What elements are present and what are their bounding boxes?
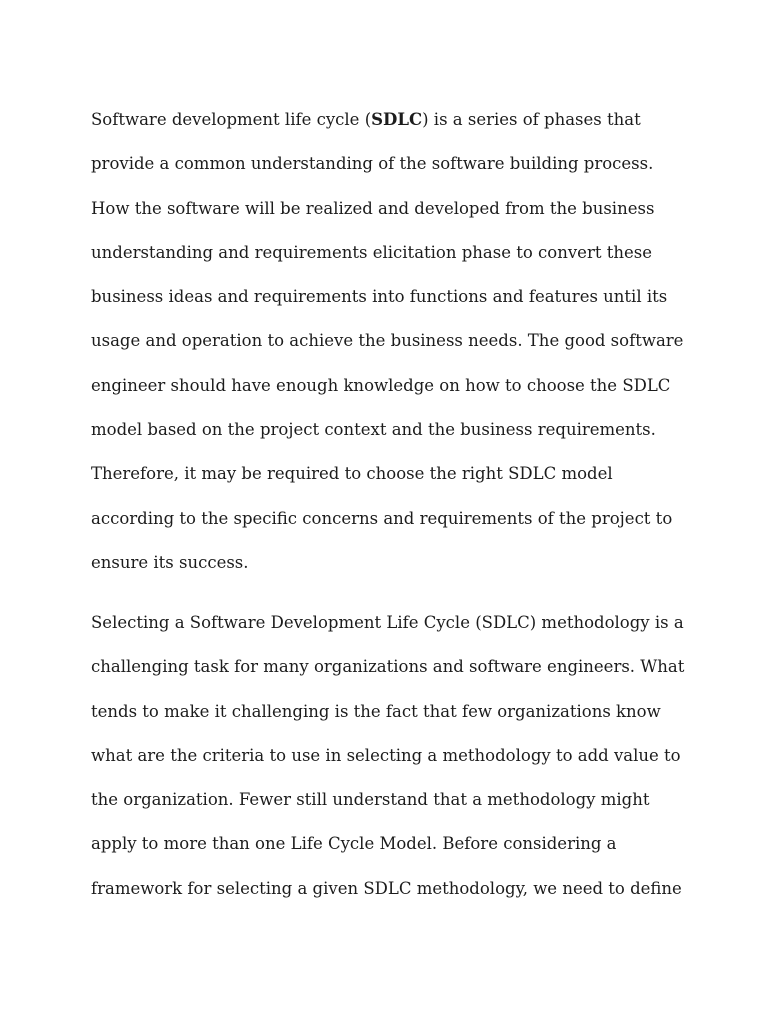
paragraph-line: challenging task for many organizations and software engineers. What xyxy=(91,657,685,677)
paragraph-sdlc-definition xyxy=(91,98,691,585)
paragraph-line: tends to make it challenging is the fact that few organizations know xyxy=(91,701,661,721)
paragraph-line: Selecting a Software Development Life Cycle (SDLC) methodology is a xyxy=(91,613,684,632)
bold-term-sdlc: SDLC xyxy=(371,110,423,129)
paragraph-line: framework for selecting a given SDLC methodology, we need to define xyxy=(91,878,682,898)
paragraph-sdlc-selection xyxy=(91,601,691,911)
text-segment: ) is a series of phases that xyxy=(422,110,641,129)
paragraph-line: according to the specific concerns and requirements of the project to xyxy=(91,508,673,528)
paragraph-line: Therefore, it may be required to choose the right SDLC model xyxy=(91,464,613,484)
paragraph-line: engineer should have enough knowledge on how to choose the SDLC xyxy=(91,375,671,395)
paragraph-line: model based on the project context and the business requirements. xyxy=(91,420,656,440)
paragraph-line: ensure its success. xyxy=(91,552,249,572)
paragraph-line: How the software will be realized and developed from the business xyxy=(91,198,655,218)
paragraph-line xyxy=(91,98,691,142)
paragraph-line: the organization. Fewer still understand that a methodology might xyxy=(91,790,650,810)
paragraph-line: understanding and requirements elicitation phase to convert these xyxy=(91,242,652,262)
paragraph-line: business ideas and requirements into functions and features until its xyxy=(91,287,668,307)
text-segment: Software development life cycle ( xyxy=(91,110,372,129)
paragraph-line: provide a common understanding of the software building process. xyxy=(91,154,654,174)
paragraph-line: apply to more than one Life Cycle Model. Before considering a xyxy=(91,834,617,854)
paragraph-line: what are the criteria to use in selecting a methodology to add value to xyxy=(91,745,681,765)
paragraph-line: usage and operation to achieve the business needs. The good software xyxy=(91,331,684,351)
